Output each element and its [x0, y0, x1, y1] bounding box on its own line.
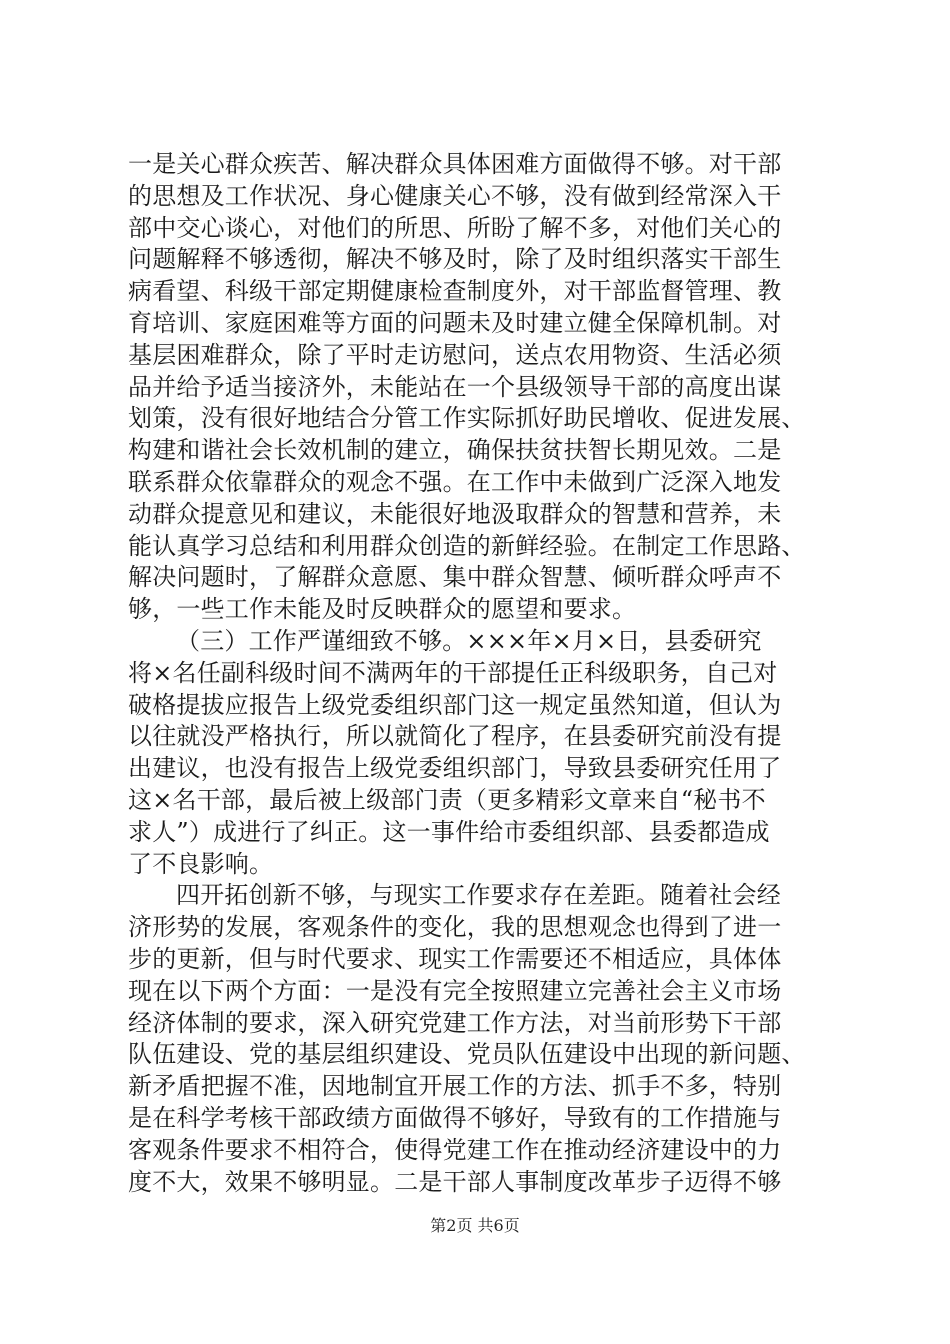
text-line: 病看望、科级干部定期健康检查制度外，对干部监督管理、教 — [128, 277, 782, 306]
text-line: 以往就没严格执行，所以就简化了程序，在县委研究前没有提 — [128, 722, 782, 751]
text-line: 现在以下两个方面：一是没有完全按照建立完善社会主义市场 — [128, 976, 782, 1005]
text-line: 客观条件要求不相符合，使得党建工作在推动经济建设中的力 — [128, 1135, 782, 1164]
page-footer — [0, 1216, 950, 1236]
text-line: 济形势的发展，客观条件的变化，我的思想观念也得到了进一 — [128, 913, 782, 942]
text-line: 出建议，也没有报告上级党委组织部门，导致县委研究任用了 — [128, 754, 782, 783]
text-line: 够，一些工作未能及时反映群众的愿望和要求。 — [128, 595, 637, 624]
text-line: 队伍建设、党的基层组织建设、党员队伍建设中出现的新问题、 — [128, 1040, 806, 1069]
text-line: 育培训、家庭困难等方面的问题未及时建立健全保障机制。对 — [128, 308, 782, 337]
text-line: 了不良影响。 — [128, 849, 274, 878]
text-line: 将×名任副科级时间不满两年的干部提任正科级职务，自己对 — [128, 658, 778, 687]
text-line: 经济体制的要求，深入研究党建工作方法，对当前形势下干部 — [128, 1008, 782, 1037]
text-line: 破格提拔应报告上级党委组织部门这一规定虽然知道，但认为 — [128, 690, 782, 719]
text-line: 一是关心群众疾苦、解决群众具体困难方面做得不够。对干部 — [128, 150, 782, 178]
text-line: 这×名干部，最后被上级部门责（更多精彩文章来自“秘书不 — [128, 785, 766, 814]
paragraph-start-line: （三）工作严谨细致不够。×××年×月×日，县委研究 — [176, 626, 762, 655]
text-line: 构建和谐社会长效机制的建立，确保扶贫扶智长期见效。二是 — [128, 436, 782, 465]
text-line: 新矛盾把握不准，因地制宜开展工作的方法、抓手不多，特别 — [128, 1072, 782, 1101]
text-line: 解决问题时，了解群众意愿、集中群众智慧、倾听群众呼声不 — [128, 563, 782, 592]
text-line: 动群众提意见和建议，未能很好地汲取群众的智慧和营养，未 — [128, 499, 782, 528]
text-line: 能认真学习总结和利用群众创造的新鲜经验。在制定工作思路、 — [128, 531, 806, 560]
text-line: 问题解释不够透彻，解决不够及时，除了及时组织落实干部生 — [128, 245, 782, 274]
text-line: 步的更新，但与时代要求、现实工作需要还不相适应，具体体 — [128, 944, 782, 973]
text-line: 的思想及工作状况、身心健康关心不够，没有做到经常深入干 — [128, 181, 782, 210]
page-number-label: 第2页 共6页 — [430, 1216, 520, 1235]
text-line: 是在科学考核干部政绩方面做得不够好，导致有的工作措施与 — [128, 1103, 782, 1132]
body-text — [128, 149, 830, 1198]
text-line: 求人”）成进行了纠正。这一事件给市委组织部、县委都造成 — [128, 817, 770, 846]
text-line: 划策，没有很好地结合分管工作实际抓好助民增收、促进发展、 — [128, 404, 806, 433]
text-line: 联系群众依靠群众的观念不强。在工作中未做到广泛深入地发 — [128, 467, 782, 496]
text-line: 基层困难群众，除了平时走访慰问，送点农用物资、生活必须 — [128, 340, 782, 369]
text-line: 品并给予适当接济外，未能站在一个县级领导干部的高度出谋 — [128, 372, 782, 401]
paragraph-start-line: 四开拓创新不够，与现实工作要求存在差距。随着社会经 — [176, 881, 781, 910]
text-line: 度不大，效果不够明显。二是干部人事制度改革步子迈得不够 — [128, 1167, 782, 1196]
text-line: 部中交心谈心，对他们的所思、所盼了解不多，对他们关心的 — [128, 213, 782, 242]
